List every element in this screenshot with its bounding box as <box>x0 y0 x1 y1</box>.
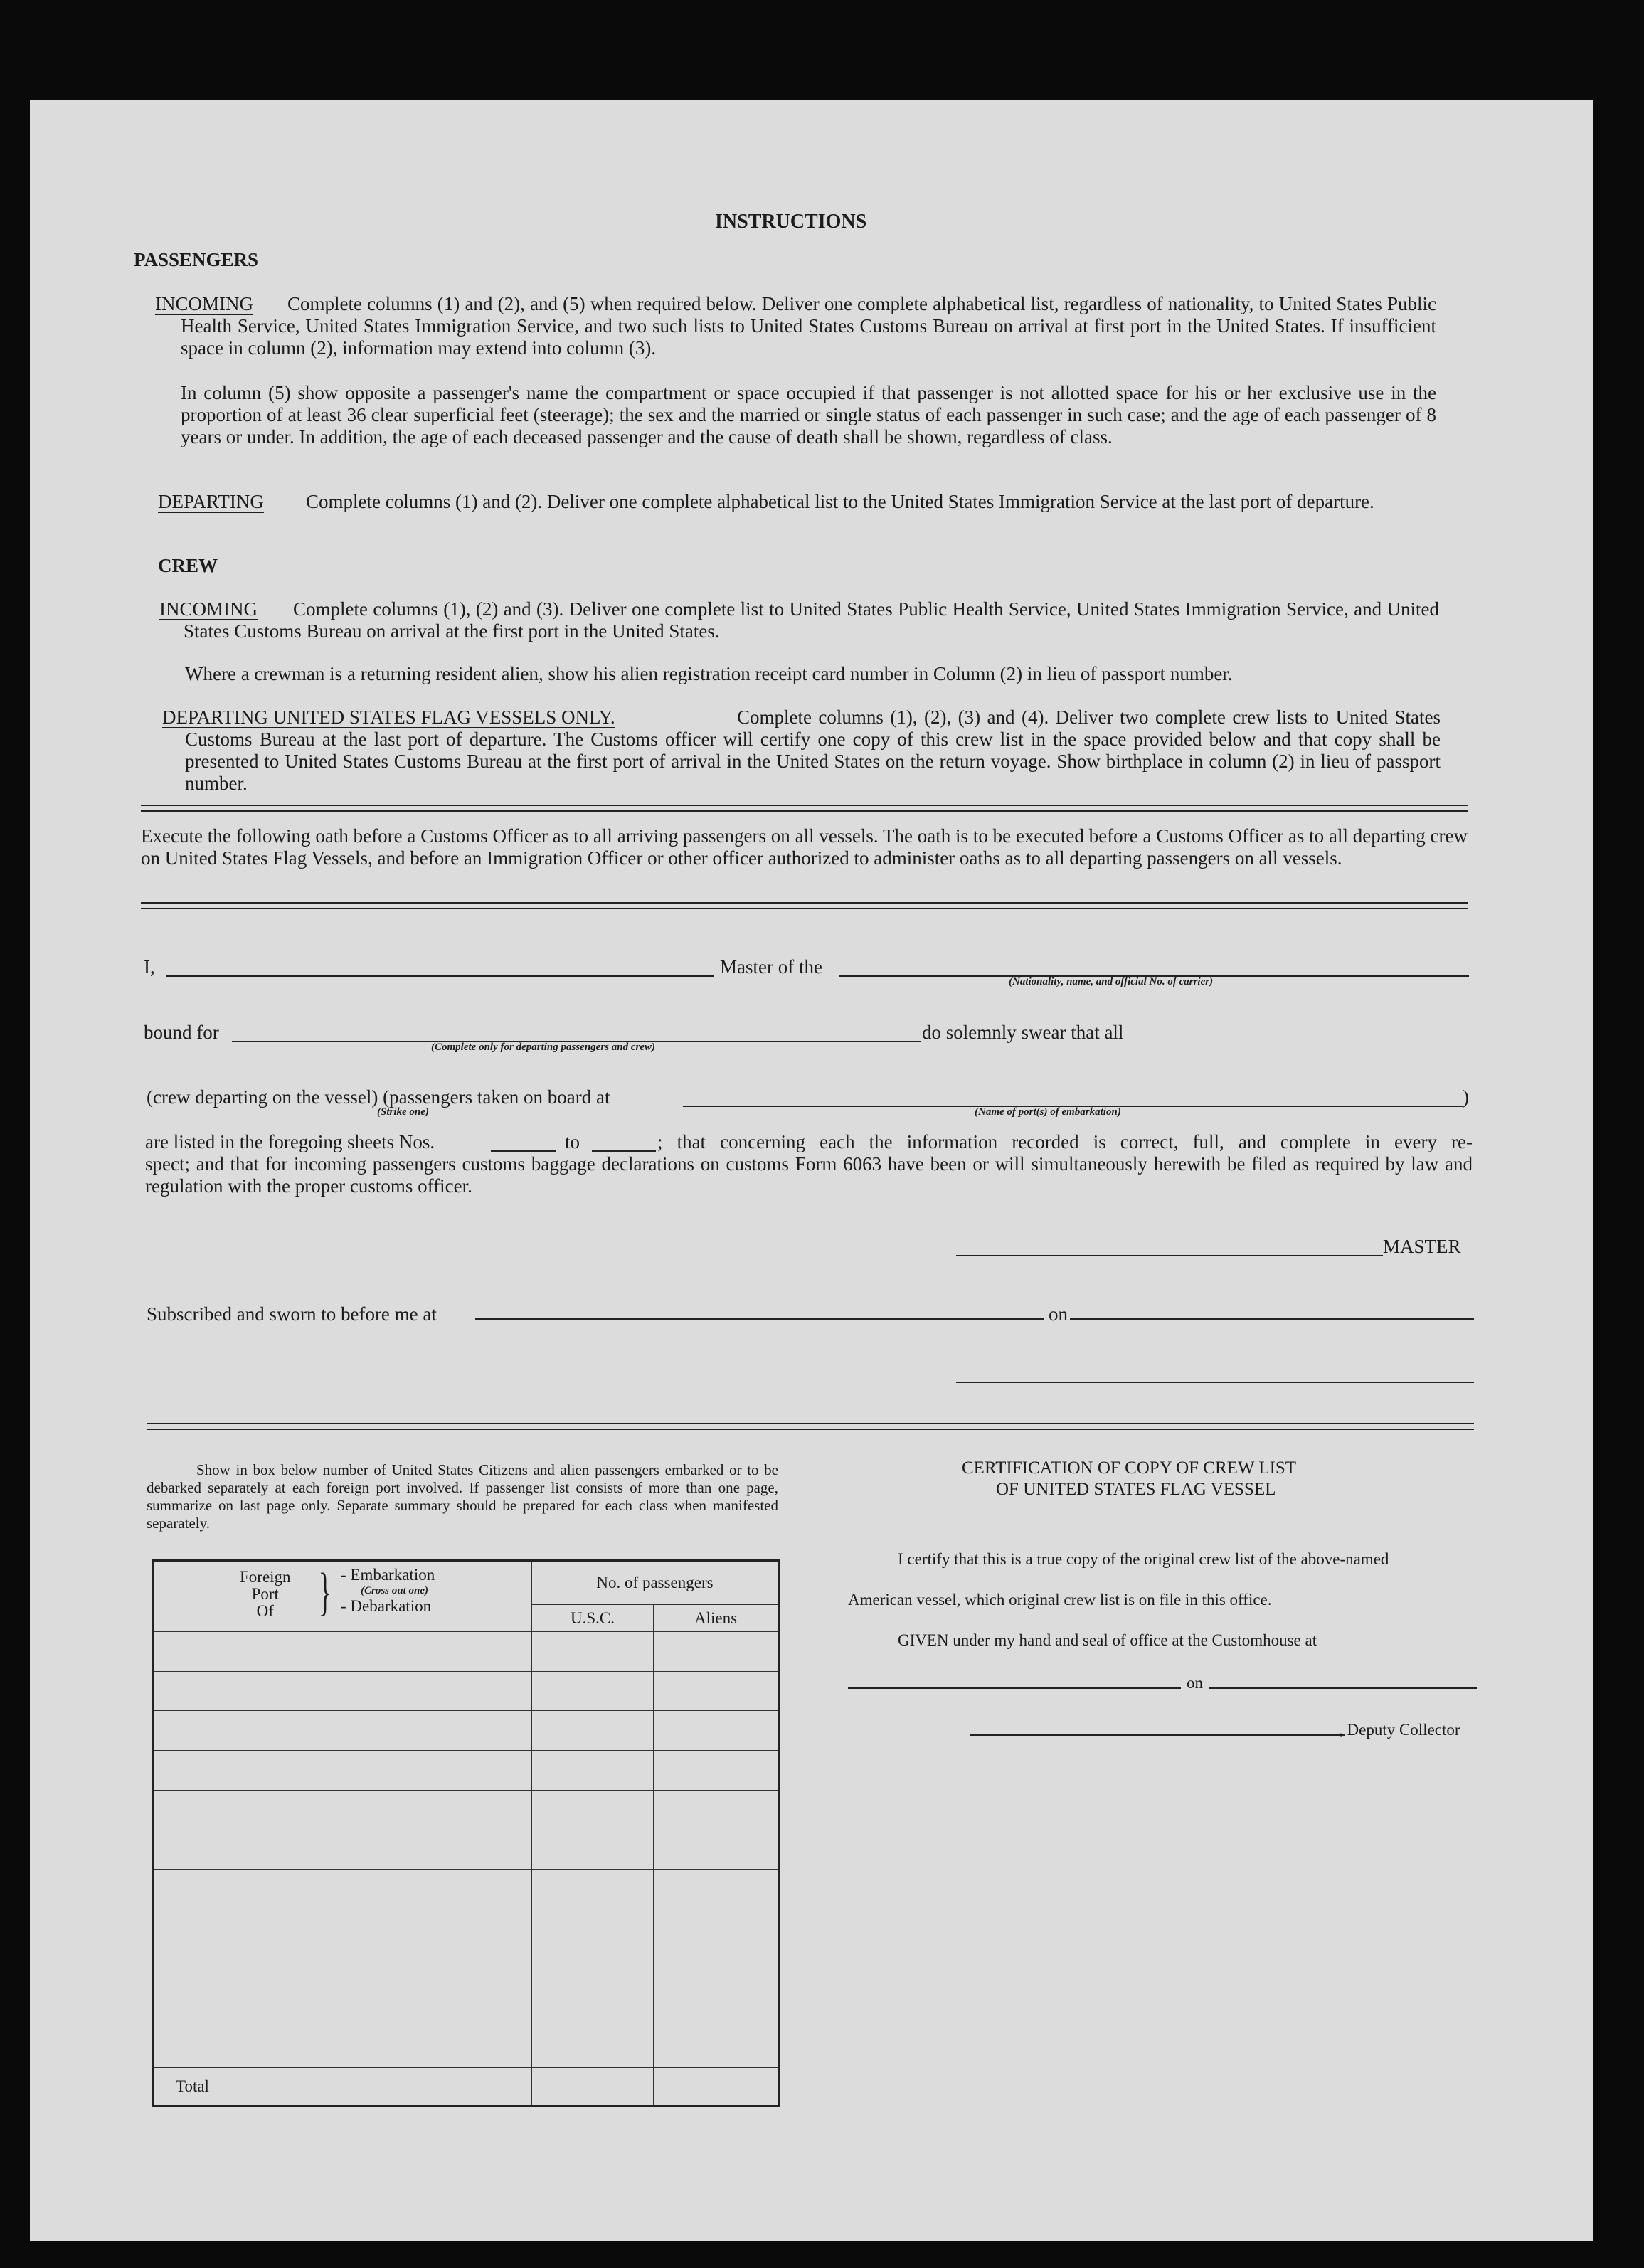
table-row <box>154 1870 779 1909</box>
instructions-title: INSTRUCTIONS <box>715 211 867 233</box>
bound-caption: (Complete only for departing passengers and crew) <box>431 1042 655 1053</box>
table-row <box>154 2028 779 2068</box>
total-row <box>154 2068 779 2107</box>
table-row <box>154 1988 779 2028</box>
foreign-label: Foreign <box>240 1568 291 1586</box>
crew-departing-text: Complete columns (1), (2), (3) and (4). Deliver two complete crew lists to United States Customs Bureau at the last port of departure. The Customs officer will certify one copy of this crew list in the space provided below and that copy shall be presented to United States Customs Bureau at the first port of arrival in the United States on the return voyage. Show birthplace in column (2) in lieu of passport number. <box>185 706 1441 794</box>
master-of-the-label: Master of the <box>720 956 822 977</box>
master-label: MASTER <box>1383 1236 1461 1257</box>
departing-label: DEPARTING <box>158 491 264 512</box>
table-row <box>154 1790 779 1830</box>
oath-i-label: I, <box>144 956 155 977</box>
strike-one-caption: (Strike one) <box>377 1106 429 1118</box>
officer-signature-line[interactable] <box>956 1382 1474 1383</box>
port-label: Port <box>251 1585 279 1603</box>
table-row <box>154 1830 779 1870</box>
listed-to-label: to <box>565 1131 580 1152</box>
crew-heading: CREW <box>158 555 218 576</box>
name-of-port-caption: (Name of port(s) of embarkation) <box>975 1106 1121 1118</box>
listed-text-end: ; that concerning each the information recorded is correct, full, and complete in every re- <box>657 1131 1473 1152</box>
debarkation-label: - Debarkation <box>341 1597 432 1615</box>
listed-text-rest: spect; and that for incoming passengers customs baggage declarations on customs Form 6063 have been or will simultaneously herewith be filed as required by law and regulation with the proper customs officer. <box>145 1153 1473 1197</box>
of-label: Of <box>256 1602 274 1620</box>
certification-on-label: on <box>1187 1674 1203 1692</box>
brace-glyph: } <box>318 1563 332 1621</box>
incoming-label: INCOMING <box>155 293 253 314</box>
crew-incoming-text: Complete columns (1), (2) and (3). Deliver one complete list to United States Public Health Service, United States Immigration Service, and United States Customs Bureau on arrival at the first port in the United States. <box>184 598 1439 642</box>
passengers-heading: PASSENGERS <box>134 249 259 270</box>
passenger-summary-table <box>152 1559 780 2107</box>
incoming-text: Complete columns (1) and (2), and (5) when required below. Deliver one complete alphabetical list, regardless of nationality, to United States Public Health Service, United States Immigration Service, and two such lists to United States Customs Bureau on arrival at first port in the United States. If insufficient space in column (2), information may extend into column (3). <box>181 293 1436 359</box>
embarkation-label: - Embarkation <box>341 1566 435 1584</box>
master-signature-line[interactable] <box>956 1255 1383 1256</box>
sworn-place-line[interactable] <box>475 1318 1044 1320</box>
port-header-cell <box>154 1561 532 1632</box>
bound-for-label: bound for <box>144 1022 219 1043</box>
solemnly-swear-text: do solemnly swear that all <box>922 1022 1124 1043</box>
given-text: GIVEN under my hand and seal of office at the Customhouse at <box>898 1631 1317 1649</box>
customhouse-line[interactable] <box>848 1687 1181 1689</box>
table-row <box>154 1909 779 1949</box>
sheet-from-line[interactable] <box>491 1150 556 1152</box>
subscribed-text: Subscribed and sworn to before me at <box>147 1303 437 1325</box>
column5-text: In column (5) show opposite a passenger's name the compartment or space occupied if that passenger is not allotted space for his or her exclusive use in the proportion of at least 36 clear superficial feet (steerage); the sex and the married or single status of each passenger in such case; and the age of each passenger of 8 years or under. In addition, the age of each deceased passenger and the cause of death shall be shown, regardless of class. <box>181 382 1436 447</box>
table-row <box>154 1671 779 1711</box>
cross-out-caption: (Cross out one) <box>361 1585 429 1596</box>
listed-text-start: are listed in the foregoing sheets Nos. <box>145 1131 435 1152</box>
oath-intro: Execute the following oath before a Customs Officer as to all arriving passengers on all vessels. The oath is to be executed before a Customs Officer as to all departing crew on United States Flag Vessels, and before an Immigration Officer or other officer authorized to administer oaths as to all departing passengers on all vessels. <box>141 825 1468 869</box>
summary-instructions: Show in box below number of United States Citizens and alien passengers embarked or to be debarked separately at each foreign port involved. If passenger list consists of more than one page, summarize on last page only. Separate summary should be prepared for each class when manifested separately. <box>147 1461 778 1532</box>
total-label: Total <box>154 2068 532 2107</box>
section-divider <box>141 902 1468 909</box>
no-of-passengers-header: No. of passengers <box>532 1561 779 1605</box>
section-divider <box>147 1423 1474 1430</box>
table-row <box>154 1711 779 1751</box>
table-row <box>154 1949 779 1988</box>
certification-title-line2: OF UNITED STATES FLAG VESSEL <box>996 1480 1276 1499</box>
section-divider <box>141 805 1468 812</box>
crewman-text: Where a crewman is a returning resident alien, show his alien registration receipt card number in Column (2) in lieu of passport number. <box>185 663 1233 684</box>
sheet-to-line[interactable] <box>592 1150 656 1152</box>
master-name-line[interactable] <box>166 975 714 977</box>
crew-departing-label: DEPARTING UNITED STATES FLAG VESSELS ONLY. <box>162 706 615 728</box>
departing-text: Complete columns (1) and (2). Deliver one complete alphabetical list to the United States Immigration Service at the last port of departure. <box>306 491 1374 512</box>
certification-title-line1: CERTIFICATION OF COPY OF CREW LIST <box>962 1458 1297 1478</box>
table-row <box>154 1632 779 1672</box>
usc-header: U.S.C. <box>532 1605 654 1632</box>
close-paren: ) <box>1463 1086 1469 1108</box>
crew-incoming-label: INCOMING <box>159 598 258 620</box>
certify-line2: American vessel, which original crew list is on file in this office. <box>848 1591 1272 1609</box>
deputy-collector-label: , Deputy Collector <box>1339 1721 1460 1739</box>
table-row <box>154 1751 779 1791</box>
aliens-header: Aliens <box>654 1605 779 1632</box>
certification-date-line[interactable] <box>1209 1687 1477 1689</box>
certify-line1: I certify that this is a true copy of the original crew list of the above-named <box>898 1550 1389 1568</box>
deputy-signature-line[interactable] <box>970 1734 1345 1736</box>
sworn-date-line[interactable] <box>1070 1318 1474 1320</box>
crew-passengers-text: (crew departing on the vessel) (passengers taken on board at <box>147 1086 610 1108</box>
nationality-caption: (Nationality, name, and official No. of carrier) <box>1009 976 1214 987</box>
sworn-on-label: on <box>1049 1303 1068 1325</box>
